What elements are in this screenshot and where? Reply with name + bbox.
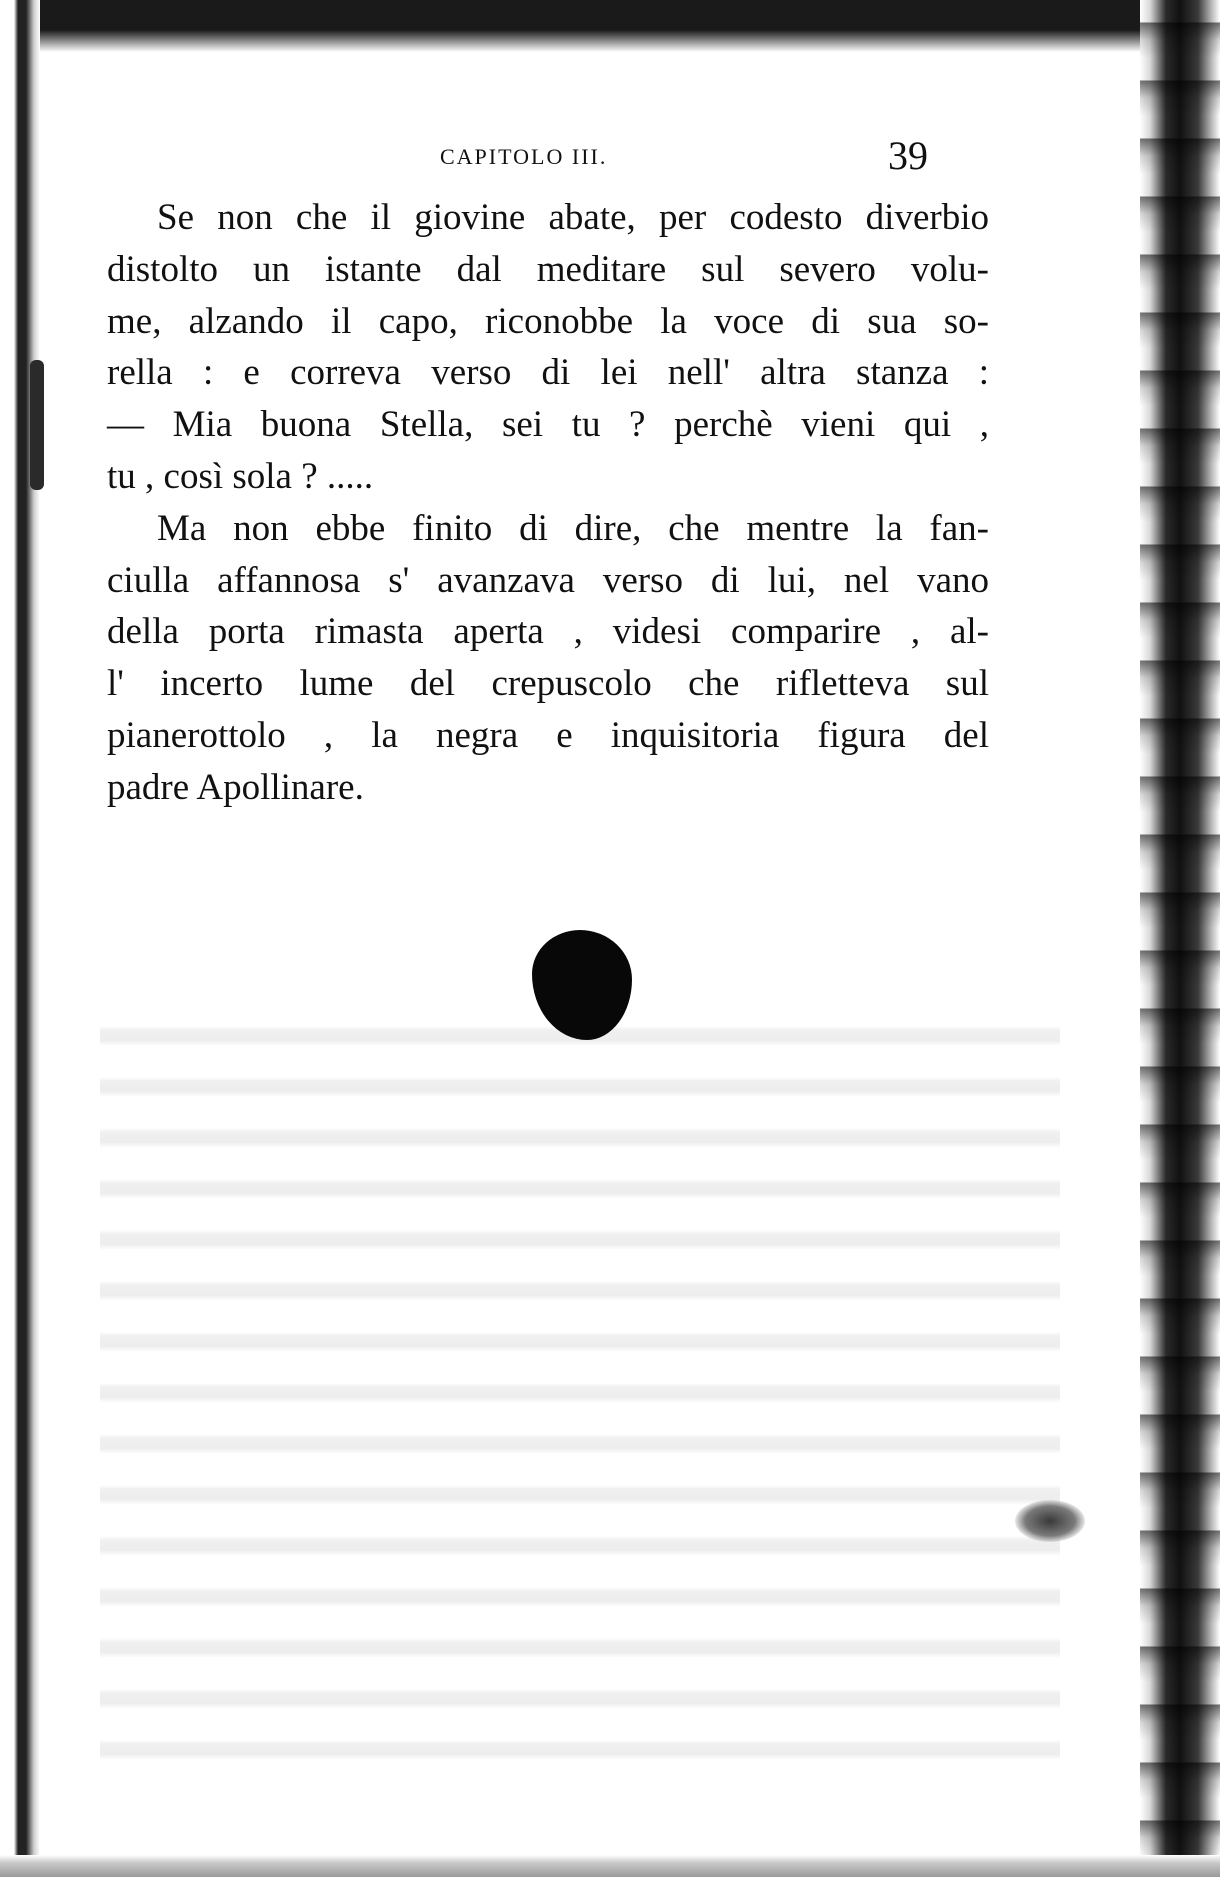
margin-ink-mark	[30, 360, 44, 490]
text-line: me, alzando il capo, riconobbe la voce di sua so-	[107, 300, 989, 342]
text-line: tu , così sola ? .....	[107, 455, 374, 497]
show-through-text-bleed	[100, 1000, 1060, 1780]
text-line: della porta rimasta aperta , videsi comparire , al-	[107, 611, 989, 653]
text-line: l' incerto lume del crepuscolo che rifletteva sul	[107, 663, 989, 705]
chapter-title: CAPITOLO III.	[440, 144, 608, 169]
running-header	[440, 133, 1030, 188]
text-line: Ma non ebbe finito di dire, che mentre la fan-	[157, 507, 989, 549]
body-text	[107, 192, 989, 814]
text-line: rella : e correva verso di lei nell' altra stanza :	[107, 352, 989, 394]
text-line: — Mia buona Stella, sei tu ? perchè vieni qui ,	[107, 404, 989, 446]
text-line: distolto un istante dal meditare sul severo volu-	[107, 248, 989, 290]
ink-smudge	[1015, 1500, 1085, 1542]
page-bottom-edge-shadow	[0, 1855, 1220, 1877]
page-top-edge-shadow	[0, 0, 1160, 52]
text-line: pianerottolo , la negra e inquisitoria figura del	[107, 714, 989, 756]
text-line: Se non che il giovine abate, per codesto diverbio	[157, 197, 989, 238]
text-line: ciulla affannosa s' avanzava verso di lui, nel vano	[107, 559, 989, 601]
page-right-edge-binding	[1140, 0, 1220, 1877]
text-line: padre Apollinare.	[107, 766, 364, 808]
page-number: 39	[888, 133, 928, 178]
page-left-edge-shadow	[0, 0, 40, 1877]
